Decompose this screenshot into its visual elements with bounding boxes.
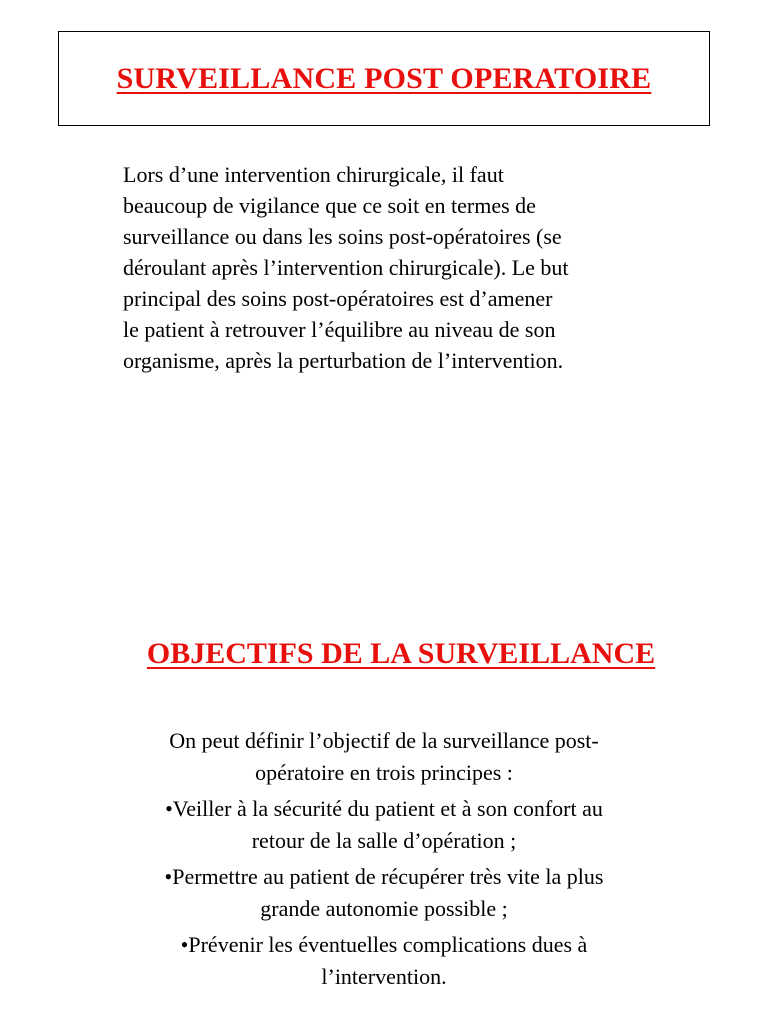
objectives-title: OBJECTIFS DE LA SURVEILLANCE <box>146 637 656 670</box>
objectives-intro <box>0 725 768 789</box>
intro-line: organisme, après la perturbation de l’intervention. <box>123 348 564 373</box>
intro-line: principal des soins post-opératoires est d’amener <box>123 286 553 311</box>
page-title: SURVEILLANCE POST OPERATOIRE <box>116 61 652 95</box>
objective-item <box>0 793 768 857</box>
objectives-line: •Veiller à la sécurité du patient et à son confort au <box>165 796 603 821</box>
objectives-line: l’intervention. <box>321 964 447 989</box>
title-box <box>58 31 710 126</box>
objectives-line: retour de la salle d’opération ; <box>251 828 517 853</box>
objectives-line: •Permettre au patient de récupérer très vite la plus <box>164 864 604 889</box>
intro-line: Lors d’une intervention chirurgicale, il faut <box>123 162 504 187</box>
objective-item <box>0 929 768 993</box>
objectives-line: On peut définir l’objectif de la surveillance post- <box>169 728 599 753</box>
intro-line: déroulant après l’intervention chirurgicale). Le but <box>123 255 569 280</box>
objective-item <box>0 861 768 925</box>
objectives-list <box>0 725 768 997</box>
intro-line: surveillance ou dans les soins post-opératoires (se <box>123 224 562 249</box>
objectives-line: •Prévenir les éventuelles complications dues à <box>180 932 588 957</box>
intro-line: beaucoup de vigilance que ce soit en termes de <box>123 193 536 218</box>
intro-line: le patient à retrouver l’équilibre au niveau de son <box>123 317 556 342</box>
objectives-line: grande autonomie possible ; <box>260 896 508 921</box>
objectives-line: opératoire en trois principes : <box>255 760 513 785</box>
intro-paragraph <box>123 159 683 376</box>
